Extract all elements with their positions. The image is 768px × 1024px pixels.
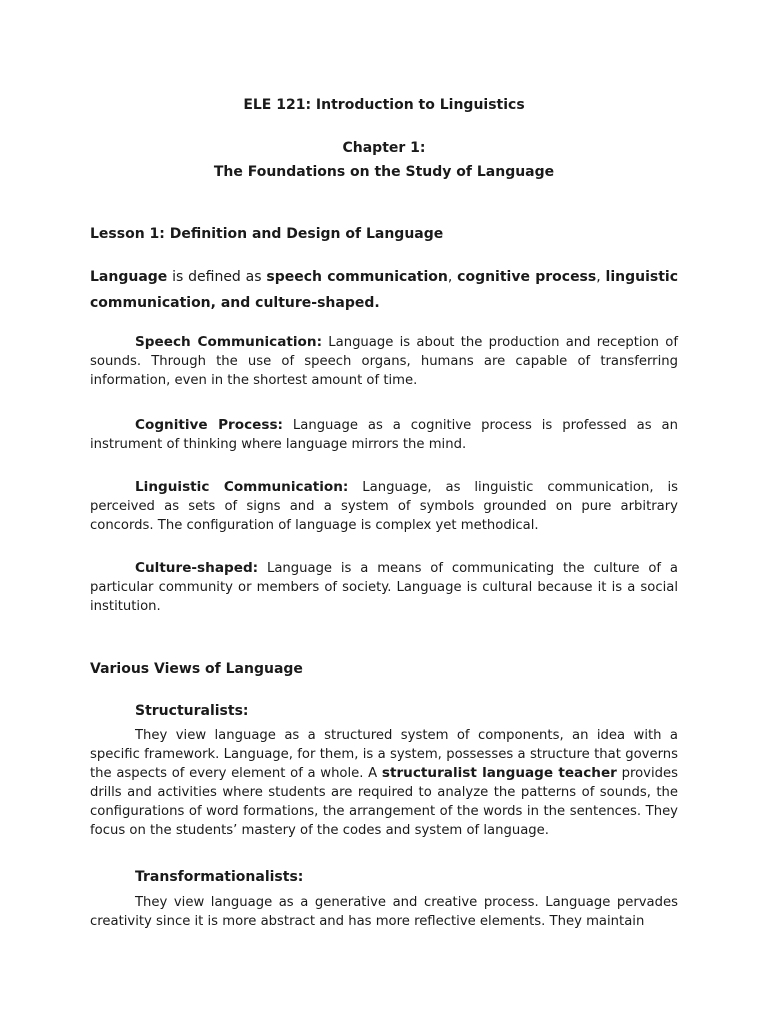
definition-cognitive: cognitive process [457,269,597,285]
course-title: ELE 121: Introduction to Linguistics [243,97,525,113]
definition-linguistic: linguistic communication, and culture-shaped. [90,269,678,311]
transformationalists-paragraph [90,893,678,931]
speech-label: Speech Communication: [135,334,323,350]
culture-text: Language is a means of communicating the culture of a particular community or members of society. Language is cultural because it is a social institution. [90,561,678,614]
transformationalists-heading: Transformationalists: [135,869,304,885]
structuralists-text: They view language as a structured system of components, an idea with a specific framework. Language, for them, is a system, possesses a structure that governs the aspects of every element of a whole. A [90,728,678,781]
definition-speech: speech communication [266,269,448,285]
chapter-title: The Foundations on the Study of Language [213,164,555,180]
structuralists-paragraph [90,726,678,840]
transformationalists-text: They view language as a generative and creative process. Language pervades creativity since it is more abstract and has more reflective elements. They maintain [90,895,678,929]
speech-communication-paragraph [90,333,678,390]
structuralist-teacher: structuralist language teacher [381,765,617,781]
lesson-heading: Lesson 1: Definition and Design of Language [90,226,444,242]
definition-term: Language [90,269,168,285]
cognitive-text: Language as a cognitive process is professed as an instrument of thinking where language mirrors the mind. [90,418,678,452]
views-heading: Various Views of Language [90,661,303,677]
linguistic-text: Language, as linguistic communication, is perceived as sets of signs and a system of symbols grounded on pure arbitrary concords. The configuration of language is complex yet methodical. [90,480,679,533]
linguistic-label: Linguistic Communication: [135,479,349,495]
cognitive-label: Cognitive Process: [135,417,283,433]
structuralists-text-continued: provides drills and activities where students are required to analyze the patterns of sounds, the configurations of word formations, the arrangement of the words in the sentences. They focus on the students’ mastery of the codes and system of language. [90,766,678,838]
language-definition: Language is defined as speech communication, cognitive process, linguistic communication, and culture-shaped. [90,269,678,311]
structuralists-heading: Structuralists: [135,703,249,719]
linguistic-communication-paragraph [90,478,678,535]
chapter-label: Chapter 1: [342,140,426,156]
culture-shaped-paragraph [90,559,678,616]
definition-text: is defined as [167,269,267,285]
cognitive-process-paragraph [90,416,678,454]
speech-text: Language is about the production and reception of sounds. Through the use of speech organs, humans are capable of transferring information, even in the shortest amount of time. [90,335,679,388]
culture-label: Culture-shaped: [135,560,259,576]
